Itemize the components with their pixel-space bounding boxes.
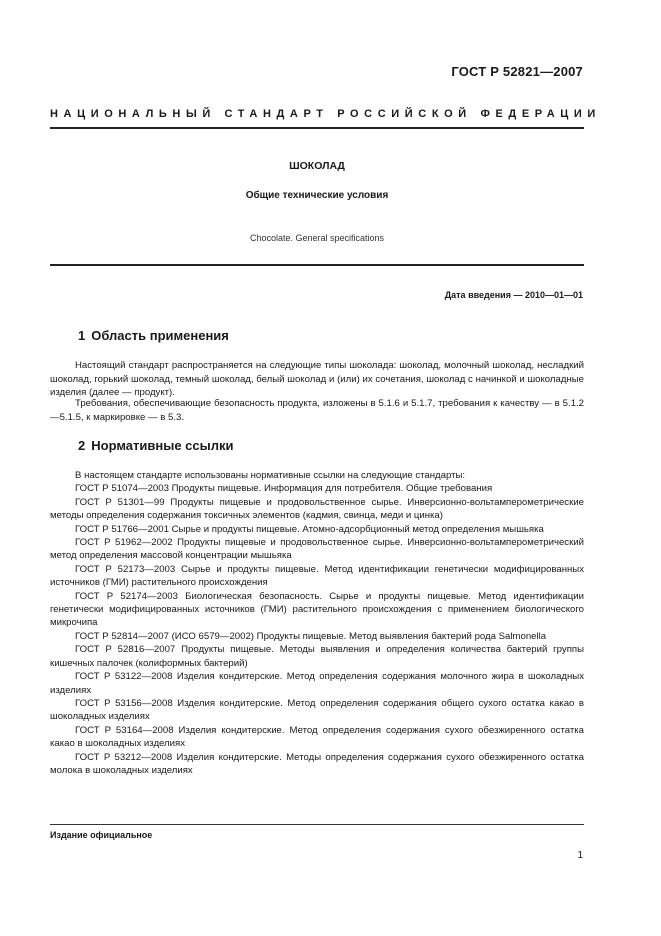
english-title: Chocolate. General specifications <box>249 233 385 243</box>
reference-item: ГОСТ Р 53164—2008 Изделия кондитерские. Метод определения содержания сухого обезжиренного остатка какао в шоколадных изделиях <box>50 724 584 750</box>
reference-item: ГОСТ Р 51962—2002 Продукты пищевые и продовольственное сырье. Инверсионно-вольтамперометрический метод определения массовой концентрации мышьяка <box>50 537 584 562</box>
section-title: Нормативные ссылки <box>91 438 234 453</box>
top-divider <box>50 127 584 129</box>
edition-label: Издание официальное <box>50 830 153 840</box>
reference-item: ГОСТ Р 53122—2008 Изделия кондитерские. Метод определения содержания молочного жира в шоколадных изделиях <box>50 671 584 696</box>
document-subtitle: Общие технические условия <box>245 190 389 201</box>
reference-item: ГОСТ Р 53212—2008 Изделия кондитерские. Методы определения содержания сухого обезжиренного остатка молока в шоколадных изделиях <box>50 751 584 776</box>
reference-item: ГОСТ Р 53156—2008 Изделия кондитерские. Метод определения содержания общего сухого остатка какао в шоколадных изделиях <box>50 697 584 723</box>
section-1-heading <box>78 328 229 343</box>
footer-divider <box>50 824 584 825</box>
section-number: 1 <box>78 328 86 343</box>
reference-item: ГОСТ Р 52174—2003 Биологическая безопасность. Сырье и продукты пищевые. Метод идентификации генетически модифицированных источников (ГМИ) растительного происхождения с применением биологического микрочипа <box>50 590 584 629</box>
references-intro: В настоящем стандарте использованы нормативные ссылки на следующие стандарты: <box>75 470 466 481</box>
document-title: ШОКОЛАД <box>289 160 345 172</box>
intro-date: Дата введения — 2010—01—01 <box>444 290 583 300</box>
bottom-divider <box>50 264 584 266</box>
reference-item: ГОСТ Р 52173—2003 Сырье и продукты пищевые. Метод идентификации генетически модифицированных источников (ГМИ) растительного происхождения <box>50 563 584 589</box>
section-1-paragraph: Требования, обеспечивающие безопасность продукта, изложены в 5.1.6 и 5.1.7, требования к качеству — в 5.1.2—5.1.5, к маркировке — в 5.3. <box>50 398 584 423</box>
section-2-heading <box>78 438 233 453</box>
national-standard-banner: НАЦИОНАЛЬНЫЙ СТАНДАРТ РОССИЙСКОЙ ФЕДЕРАЦИИ <box>50 108 601 120</box>
section-number: 2 <box>78 438 86 453</box>
section-title: Область применения <box>91 328 229 343</box>
reference-item: ГОСТ Р 51766—2001 Сырье и продукты пищевые. Атомно-адсорбционный метод определения мышьяка <box>75 523 544 535</box>
section-1-paragraph: Настоящий стандарт распространяется на следующие типы шоколада: шоколад, молочный шоколад, несладкий шоколад, горький шоколад, темный шоколад, белый шоколад и (или) их сочетания, шоколад с начинкой и шоколадные изделия (далее — продукт). <box>50 360 584 399</box>
reference-item: ГОСТ Р 51074—2003 Продукты пищевые. Информация для потребителя. Общие требования <box>75 483 493 495</box>
reference-item: ГОСТ Р 52814—2007 (ИСО 6579—2002) Продукты пищевые. Метод выявления бактерий рода Salmonella <box>75 630 547 642</box>
reference-item: ГОСТ Р 52816—2007 Продукты пищевые. Методы выявления и определения количества бактерий группы кишечных палочек (колиформных бактерий) <box>50 644 584 669</box>
page-number: 1 <box>577 850 583 861</box>
normative-references-list <box>50 469 584 777</box>
gost-number: ГОСТ Р 52821—2007 <box>451 64 583 79</box>
reference-item: ГОСТ Р 51301—99 Продукты пищевые и продовольственное сырье. Инверсионно-вольтамперометрические методы определения содержания токсичных элементов (кадмия, свинца, меди и цинка) <box>50 496 584 522</box>
